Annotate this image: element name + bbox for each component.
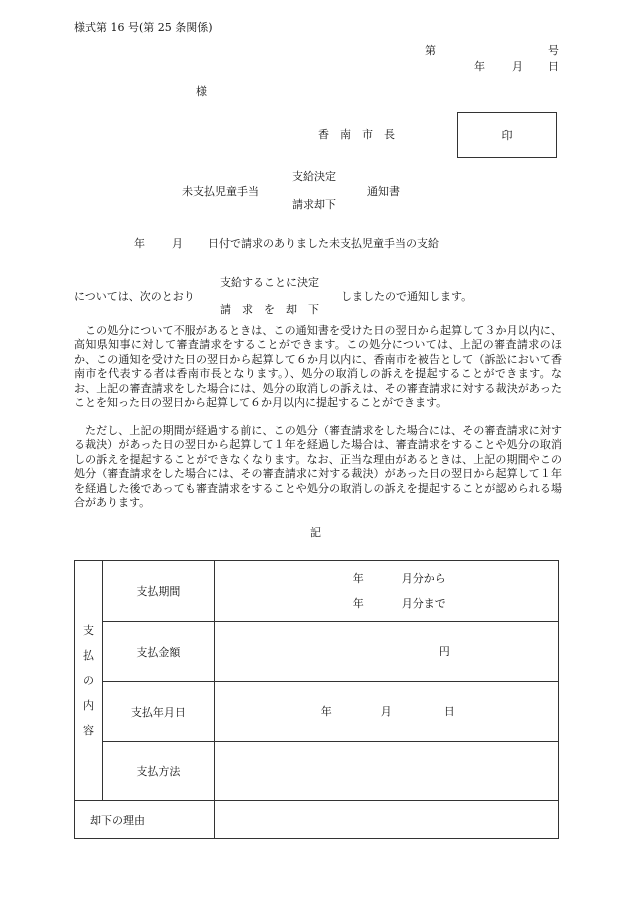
payment-period-label: 支払期間 [102,561,214,622]
doc-number-dai: 第 [425,44,436,57]
seal-label: 印 [501,129,513,142]
payment-date-value [214,682,558,742]
title-option-grant: 支給決定 [292,170,336,183]
request-year: 年 [134,237,145,250]
appeal-notice-paragraph-1: この処分について不服があるときは、この通知書を受けた日の翌日から起算して３か月以内に、高知県知事に対して審査請求をすることができます。この処分については、上記の審査請求のほか、この通知を受けた日の翌日から起算して６か月以内に、香南市を被告として（訴訟において香南市を代表する者は香南市長となります。）、処分の取消しの訴えを提起することができます。なお、上記の審査請求をした場合には、処分の取消しの訴えは、その審査請求に対する裁決があったことを知った日の翌日から起算して６か月以内に提起することができます。 [74,324,562,410]
date-year: 年 [474,60,485,73]
form-number: 様式第 16 号(第 25 条関係) [74,21,213,34]
decision-option-grant: 支給することに決定 [220,276,319,289]
date-month: 月 [512,60,523,73]
decision-option-reject: 請 求 を 却 下 [220,303,319,316]
decision-prefix: については、次のとおり [74,290,195,303]
payment-amount-label: 支払金額 [102,622,214,682]
rejection-reason-value [214,801,558,839]
decision-suffix: しましたので通知します。 [341,290,473,303]
period-to-year: 年 [352,597,364,610]
amount-unit: 円 [438,645,450,658]
group-char: の [82,674,94,687]
payment-method-value [214,742,558,801]
title-subject: 未支払児童手当 [182,185,259,198]
request-text: 日付で請求のありました未支払児童手当の支給 [208,237,439,250]
rejection-reason-label: 却下の理由 [75,801,215,839]
group-char: 払 [82,649,94,662]
payment-content-group-label [75,561,103,801]
payment-amount-value [214,622,558,682]
group-char: 支 [82,624,94,637]
doc-number-go: 号 [548,44,559,57]
payment-date-day: 日 [443,705,455,718]
issuer-name: 香 南 市 長 [318,128,395,141]
period-to-rest: 月分まで [401,597,446,610]
period-from-rest: 月分から [401,572,446,585]
period-from-year: 年 [352,572,364,585]
date-day: 日 [548,60,559,73]
payment-content-table [74,560,559,839]
title-option-reject: 請求却下 [292,198,336,211]
seal-box [457,112,557,158]
addressee-suffix: 様 [196,85,207,98]
group-char: 内 [82,699,94,712]
title-suffix: 通知書 [367,185,400,198]
payment-date-month: 月 [380,705,392,718]
request-month: 月 [172,237,183,250]
payment-date-year: 年 [320,705,332,718]
group-char: 容 [82,724,94,737]
payment-date-label: 支払年月日 [102,682,214,742]
payment-period-value [214,561,558,622]
ki-heading: 記 [310,526,321,539]
appeal-notice-paragraph-2: ただし、上記の期間が経過する前に、この処分（審査請求をした場合には、その審査請求に対する裁決）があった日の翌日から起算して１年を経過した場合は、審査請求をすることや処分の取消しの訴えを提起することができなくなります。なお、正当な理由があるときは、上記の期間やこの処分（審査請求をした場合には、その審査請求に対する裁決）があった日の翌日から起算して１年を経過した後であっても審査請求をすることや処分の取消しの訴えを提起することが認められる場合があります。 [74,424,562,510]
payment-method-label: 支払方法 [102,742,214,801]
